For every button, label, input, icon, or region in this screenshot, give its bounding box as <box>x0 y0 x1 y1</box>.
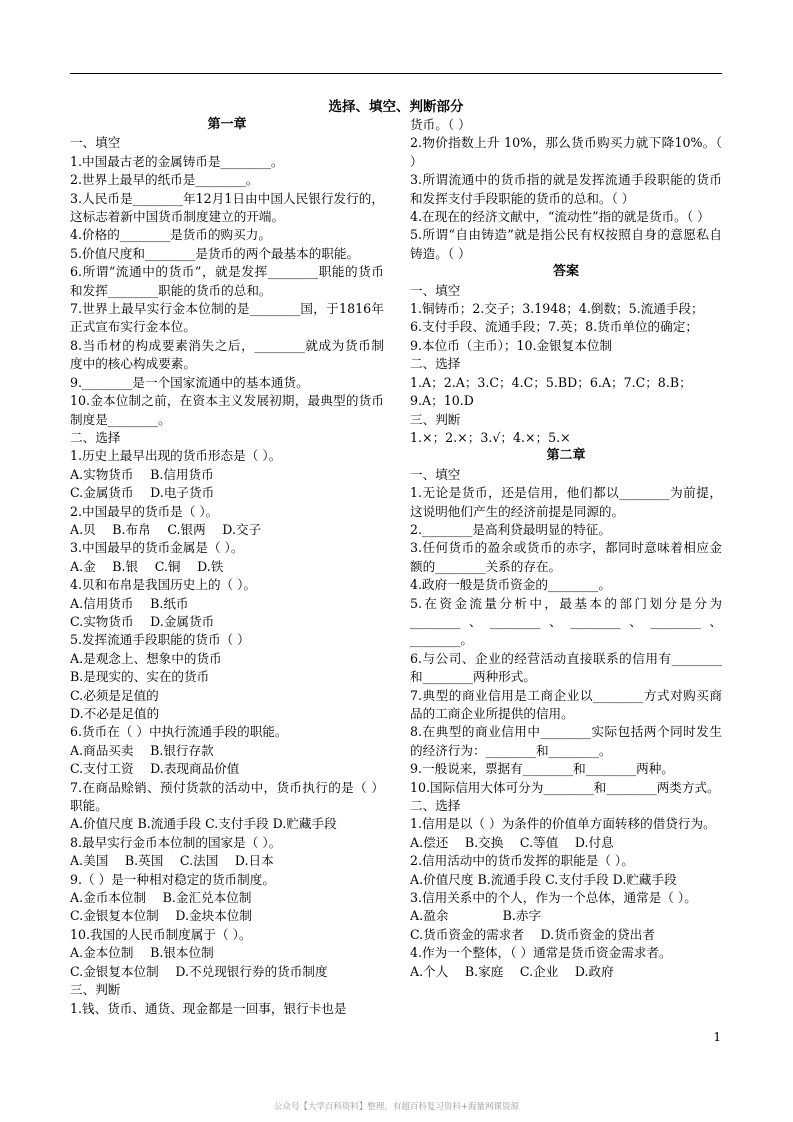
text-line: A.价值尺度 B.流通手段 C.支付手段 D.贮藏手段 <box>70 816 337 832</box>
text-line: C.金银复本位制 D.不兑现银行券的货币制度 <box>70 963 328 979</box>
right-column <box>410 116 722 981</box>
text-line: 8.当币材的构成要素消失之后，________就成为货币制度中的核心构成要素。 <box>70 337 384 372</box>
text-line: 2.信用活动中的货币发挥的职能是（ ）。 <box>410 853 634 869</box>
text-line: A.金本位制 B.银本位制 <box>70 945 214 961</box>
text-line: 6.所谓“流通中的货币”，就是发挥________职能的货币和发挥________职能的货币的总和。 <box>70 264 384 298</box>
section-heading: 二、选择 <box>70 429 121 445</box>
text-line: A.金币本位制 B.金汇兑本位制 <box>70 890 252 906</box>
text-line: 1.A；2.A；3.C；4.C；5.BD；6.A；7.C；8.B；9.A；10.D <box>410 374 692 409</box>
text-line: 6.货币在（ ）中执行流通手段的职能。 <box>70 724 288 740</box>
page-number: 1 <box>713 1030 721 1044</box>
text-line: 3.任何货币的盈余或货币的赤字，都同时意味着相应金额的________关系的存在。 <box>410 540 722 574</box>
text-line: A.金 B.银 C.铜 D.铁 <box>70 558 224 574</box>
text-line: 10.国际信用大体可分为________和________两类方式。 <box>410 779 720 795</box>
section-heading: 三、判断 <box>410 411 461 427</box>
text-line: 9.本位币（主币）；10.金银复本位制 <box>410 337 613 353</box>
text-line: A.美国 B.英国 C.法国 D.日本 <box>70 853 274 869</box>
text-line: C.支付工资 D.表现商品价值 <box>70 761 240 777</box>
text-line: 2.世界上最早的纸币是________。 <box>70 172 259 188</box>
text-line: C.货币资金的需求者 D.货币资金的贷出者 <box>410 926 655 942</box>
text-line: 4.政府一般是货币资金的________。 <box>410 577 611 593</box>
section-heading: 三、判断 <box>70 982 121 998</box>
text-line: 4.贝和布帛是我国历史上的（ ）。 <box>70 577 257 593</box>
text-line: 3.中国最早的货币金属是（ ）。 <box>70 540 244 556</box>
text-line: 6.支付手段、流通手段；7.英；8.货币单位的确定； <box>410 319 698 335</box>
text-line: 4.作为一个整体，（ ）通常是货币资金需求者。 <box>410 945 672 961</box>
text-line: 2.物价指数上升 10%，那么货币购买力就下降10%。（ ） <box>410 135 722 169</box>
text-line: 7.世界上最早实行金本位制的是________国，于1816年正式宣布实行金本位。 <box>70 301 384 335</box>
section-heading: 二、选择 <box>410 356 461 372</box>
text-line: 9.一般说来，票据有________和________两种。 <box>410 761 674 777</box>
text-line: A.是观念上、想象中的货币 <box>70 650 222 666</box>
text-line: C.金属货币 D.电子货币 <box>70 485 215 501</box>
text-line: 5.在资金流量分析中，最基本的部门划分是分为________、________、________、________、________。 <box>410 595 722 648</box>
text-line: 6.与公司、企业的经营活动直接联系的信用有________和________两种形式。 <box>410 650 722 685</box>
text-line: 货币。（ ） <box>410 117 471 132</box>
text-line: 10.金本位制之前，在资本主义发展初期，最典型的货币制度是________。 <box>70 393 384 427</box>
text-line: D.不必是足值的 <box>70 706 160 721</box>
left-column <box>70 116 384 1018</box>
text-line: 1.信用是以（ ）为条件的价值单方面转移的借贷行为。 <box>410 816 716 832</box>
text-line: 1.历史上最早出现的货币形态是（ ）。 <box>70 448 282 464</box>
section-heading: 一、填空 <box>70 135 121 151</box>
chapter-heading: 第一章 <box>207 117 247 132</box>
page-title: 选择、填空、判断部分 <box>328 99 464 115</box>
text-line: C.必须是足值的 <box>70 687 159 703</box>
text-line: C.实物货币 D.金属货币 <box>70 613 215 629</box>
text-line: A.盈余 B.赤字 <box>410 908 542 924</box>
text-line: 1.中国最古老的金属铸币是________。 <box>70 153 284 169</box>
text-line: 7.典型的商业信用是工商企业以________方式对购买商品的工商企业所提供的信用。 <box>410 687 722 721</box>
chapter-heading: 答案 <box>552 264 579 280</box>
header-rule <box>70 73 722 74</box>
text-line: 1.×；2.×；3.√；4.×；5.× <box>410 429 571 445</box>
text-line: B.是现实的、实在的货币 <box>70 669 210 685</box>
text-line: 3.所谓流通中的货币指的就是发挥流通手段职能的货币和发挥支付手段职能的货币的总和。（ ） <box>410 172 722 206</box>
text-line: C.金银复本位制 D.金块本位制 <box>70 908 252 924</box>
text-line: A.个人 B.家庭 C.企业 D.政府 <box>410 963 614 979</box>
footer-watermark: 公众号【大学百科资料】整理，有超百科复习资料+海量网课资源 <box>273 1102 520 1112</box>
text-line: 1.钱、货币、通货、现金都是一回事，银行卡也是 <box>70 1000 347 1016</box>
chapter-heading: 第二章 <box>546 448 586 464</box>
text-line: 7.在商品赊销、预付货款的活动中，货币执行的是（ ）职能。 <box>70 779 384 814</box>
text-line: 2.________是高利贷最明显的特征。 <box>410 521 611 537</box>
section-heading: 一、填空 <box>410 282 461 298</box>
text-line: 2.中国最早的货币是（ ）。 <box>70 503 219 519</box>
section-heading: 二、选择 <box>410 798 461 814</box>
text-line: A.信用货币 B.纸币 <box>70 595 189 611</box>
text-line: 4.价格的________是货币的购买力。 <box>70 227 271 243</box>
text-line: A.价值尺度 B.流通手段 C.支付手段 D.贮藏手段 <box>410 871 677 887</box>
text-line: 9.（ ）是一种相对稳定的货币制度。 <box>70 871 275 887</box>
text-line: 10.我国的人民币制度属于（ ）。 <box>70 926 252 942</box>
text-line: 5.价值尺度和________是货币的两个最基本的职能。 <box>70 245 360 261</box>
text-line: 1.无论是货币，还是信用，他们都以________为前提，这说明他们产生的经济前提是同源的。 <box>410 485 722 519</box>
text-line: 5.所谓“自由铸造”就是指公民有权按照自身的意愿私自铸造。（ ） <box>410 227 722 261</box>
text-line: 8.最早实行金币本位制的国家是（ ）。 <box>70 834 282 850</box>
text-line: A.实物货币 B.信用货币 <box>70 466 214 482</box>
text-line: A.偿还 B.交换 C.等值 D.付息 <box>410 834 614 850</box>
text-line: 3.信用关系中的个人，作为一个总体，通常是（ ）。 <box>410 890 697 906</box>
text-line: A.商品买卖 B.银行存款 <box>70 742 214 758</box>
text-line: 5.发挥流通手段职能的货币（ ） <box>70 632 250 648</box>
text-line: A.贝 B.布帛 C.银两 D.交子 <box>70 521 262 537</box>
text-line: 3.人民币是________年12月1日由中国人民银行发行的，这标志着新中国货币制度建立的开端。 <box>70 190 384 225</box>
text-line: 9.________是一个国家流通中的基本通货。 <box>70 374 309 390</box>
text-line: 8.在典型的商业信用中________实际包括两个同时发生的经济行为：________和________。 <box>410 724 722 758</box>
text-line: 1.铜铸币；2.交子；3.1948；4.倒数；5.流通手段； <box>410 301 704 317</box>
text-line: 4.在现在的经济文献中，“流动性”指的就是货币。（ ） <box>410 209 710 225</box>
section-heading: 一、填空 <box>410 466 461 482</box>
